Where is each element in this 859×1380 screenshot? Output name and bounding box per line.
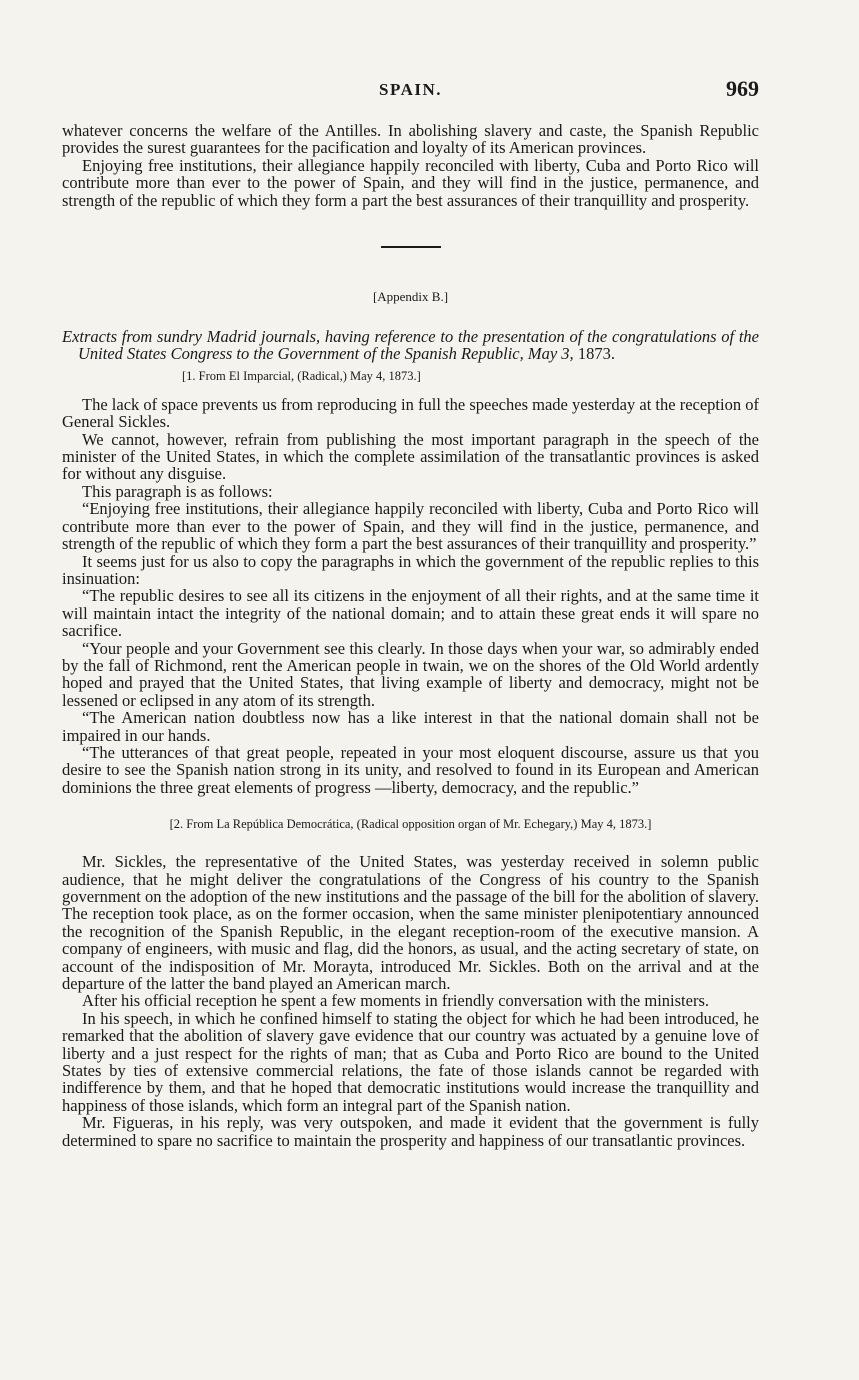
source-citation-republica: [2. From La República Democrática, (Radical opposition organ of Mr. Echegary,) May 4, 1873.]	[169, 817, 652, 832]
article-paragraph: Mr. Sickles, the representative of the United States, was yesterday received in solemn public audience, that he might deliver the congratulations of the Congress of his country to the Spanish government on the adoption of the new institutions and the passage of the bill for the abolition of slavery. The reception took place, as on the former occasion, when the same minister plenipotentiary announced the recognition of the Spanish Republic, in the elegant reception-room of the executive mansion. A company of engineers, with music and flag, did the honors, as usual, and the acting secretary of state, on account of the indisposition of Mr. Morayta, introduced Mr. Sickles. Both on the arrival and at the departure of the latter the band played an American march.	[62, 852, 759, 994]
page-number: 969	[726, 76, 759, 101]
source-citation-imparcial: [1. From El Imparcial, (Radical,) May 4, 1873.]	[182, 368, 421, 383]
article-paragraph: “The republic desires to see all its citizens in the enjoyment of all their rights, and at the same time it will maintain intact the integrity of the national domain; and to attain these great ends it will spare no sacrifice.	[62, 586, 759, 641]
section-divider	[381, 246, 441, 248]
article-paragraph: “The utterances of that great people, repeated in your most eloquent discourse, assure us that you desire to see the Spanish nation strong in its unity, and resolved to found in its European and American dominions the three great elements of progress —liberty, democracy, and the republic.”	[62, 742, 759, 797]
article-paragraph: Mr. Figueras, in his reply, was very outspoken, and made it evident that the government is fully determined to spare no sacrifice to maintain the prosperity and happiness of our transatlantic provinces.	[62, 1113, 759, 1150]
intro-paragraph: Enjoying free institutions, their allegiance happily reconciled with liberty, Cuba and Porto Rico will contribute more than ever to the power of Spain, and they will find in the justice, permanence, and strength of the republic of which they form a part the best assurances of their tranquillity and prosperity.	[62, 155, 759, 210]
article-paragraph: It seems just for us also to copy the paragraphs in which the government of the republic replies to this insinuation:	[62, 551, 759, 588]
article-paragraph: “Enjoying free institutions, their allegiance happily reconciled with liberty, Cuba and Porto Rico will contribute more than ever to the power of Spain, and they will find in the justice, permanence, and strength of the republic of which they form a part the best assurances of their tranquillity and prosperity.”	[62, 499, 759, 554]
appendix-title	[62, 328, 759, 363]
appendix-title-text: Extracts from sundry Madrid journals, having reference to the presentation of the congratulations of the United States Congress to the Government of the Spanish Republic, May 3,	[62, 327, 759, 364]
article-paragraph: This paragraph is as follows:	[82, 481, 273, 501]
article-paragraph: After his official reception he spent a few moments in friendly conversation with the ministers.	[82, 991, 709, 1011]
page-content	[62, 122, 759, 1149]
page-header	[62, 76, 759, 106]
article-paragraph: In his speech, in which he confined himself to stating the object for which he had been introduced, he remarked that the abolition of slavery gave evidence that our country was actuated by a genuine love of liberty and a just respect for the rights of man; that as Cuba and Porto Rico are bound to the United States by ties of extensive commercial relations, the fate of those islands cannot be regarded with indifference by them, and that he hoped that democratic institutions would increase the tranquillity and happiness of those islands, which form an integral part of the Spanish nation.	[62, 1008, 759, 1115]
article-paragraph: We cannot, however, refrain from publishing the most important paragraph in the speech of the minister of the United States, in which the complete assimilation of the transatlantic provinces is asked for without any disguise.	[62, 429, 759, 484]
article-paragraph: “Your people and your Government see this clearly. In those days when your war, so admirably ended by the fall of Richmond, rent the American people in twain, we on the shores of the Old World ardently hoped and prayed that the United States, that living example of liberty and democracy, might not be lessened or eclipsed in any atom of its strength.	[62, 638, 759, 710]
running-head: SPAIN.	[379, 80, 442, 99]
intro-paragraph: whatever concerns the welfare of the Antilles. In abolishing slavery and caste, the Spanish Republic provides the surest guarantees for the pacification and loyalty of its American provinces.	[62, 121, 759, 158]
article-paragraph: The lack of space prevents us from reproducing in full the speeches made yesterday at the reception of General Sickles.	[62, 394, 759, 432]
article-paragraph: “The American nation doubtless now has a like interest in that the national domain shall not be impaired in our hands.	[62, 708, 759, 745]
appendix-label: [Appendix B.]	[372, 289, 449, 305]
appendix-title-year: 1873.	[577, 344, 615, 364]
